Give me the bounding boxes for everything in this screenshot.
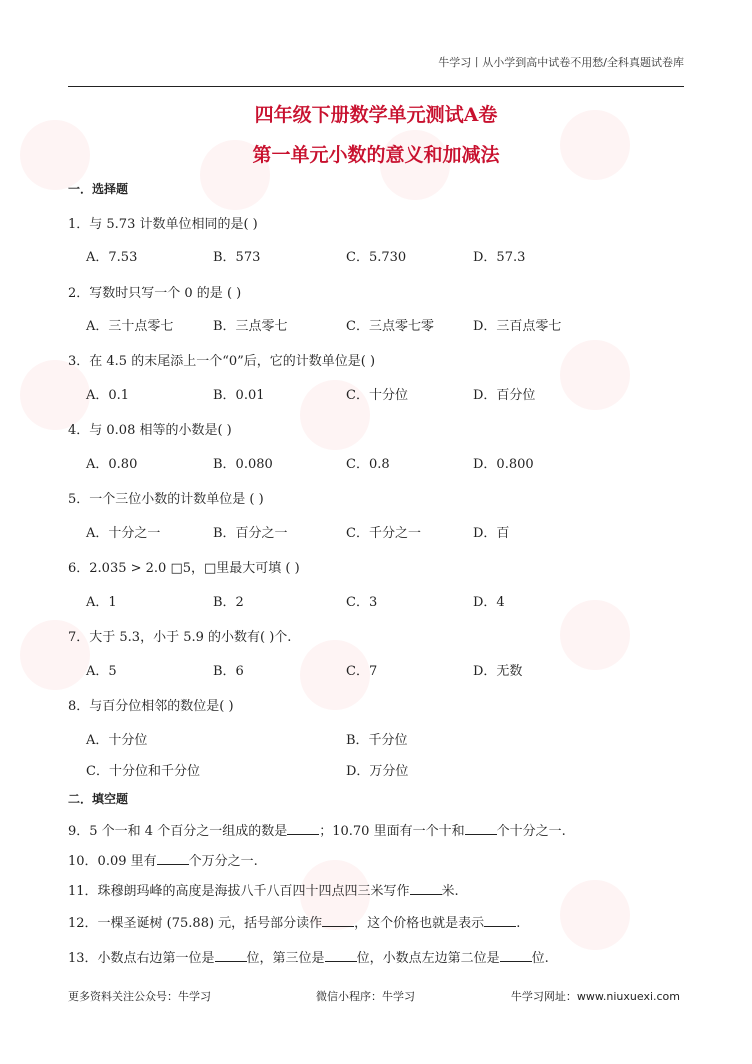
watermark-logo bbox=[560, 880, 630, 950]
option-a: A．十分位 bbox=[86, 733, 148, 748]
answer-blank[interactable] bbox=[410, 882, 442, 895]
answer-blank[interactable] bbox=[500, 949, 532, 962]
fill-question-11: 11．珠穆朗玛峰的高度是海拔八千八百四十四点四三米写作 米. bbox=[68, 884, 459, 899]
option-a: A．1 bbox=[86, 595, 117, 610]
option-d: D．百分位 bbox=[473, 388, 536, 403]
answer-blank[interactable] bbox=[465, 822, 497, 835]
answer-blank[interactable] bbox=[325, 949, 357, 962]
question-8: 8．与百分位相邻的数位是( ) bbox=[68, 699, 234, 714]
option-b: B．三点零七 bbox=[213, 319, 288, 334]
option-a: A．7.53 bbox=[86, 250, 138, 265]
option-b: B．0.080 bbox=[213, 457, 273, 472]
question-4: 4．与 0.08 相等的小数是( ) bbox=[68, 423, 232, 438]
page-subtitle: 第一单元小数的意义和加减法 bbox=[252, 144, 500, 166]
header-divider bbox=[68, 86, 684, 87]
option-d: D．无数 bbox=[473, 664, 523, 679]
option-d: D．57.3 bbox=[473, 250, 526, 265]
option-b: B．千分位 bbox=[346, 733, 408, 748]
option-a: A．5 bbox=[86, 664, 117, 679]
option-c: C．7 bbox=[346, 664, 378, 679]
option-b: B．573 bbox=[213, 250, 261, 265]
option-b: B．2 bbox=[213, 595, 244, 610]
option-d: D．4 bbox=[473, 595, 505, 610]
option-c: C．0.8 bbox=[346, 457, 390, 472]
option-d: D．0.800 bbox=[473, 457, 534, 472]
option-a: A．三十点零七 bbox=[86, 319, 174, 334]
footer-mini-program: 微信小程序：牛学习 bbox=[316, 990, 415, 1003]
header-tagline: 牛学习丨从小学到高中试卷不用愁/全科真题试卷库 bbox=[438, 56, 684, 69]
section-heading-fill: 二．填空题 bbox=[68, 792, 129, 806]
answer-blank[interactable] bbox=[215, 949, 247, 962]
question-3: 3．在 4.5 的末尾添上一个“0”后，它的计数单位是( ) bbox=[68, 354, 376, 369]
option-c: C．5.730 bbox=[346, 250, 407, 265]
footer-website: 牛学习网址：www.niuxuexi.com bbox=[510, 990, 680, 1003]
option-d: D．万分位 bbox=[346, 764, 409, 779]
fill-question-9: 9．5 个一和 4 个百分之一组成的数是 ；10.70 里面有一个十和 个十分之一. bbox=[68, 824, 566, 839]
question-2: 2．写数时只写一个 0 的是 ( ) bbox=[68, 286, 242, 301]
option-b: B．6 bbox=[213, 664, 244, 679]
option-d: D．三百点零七 bbox=[473, 319, 562, 334]
option-c: C．十分位 bbox=[346, 388, 408, 403]
watermark-logo bbox=[560, 600, 630, 670]
fill-question-10: 10．0.09 里有 个万分之一. bbox=[68, 854, 258, 869]
option-c: C．三点零七零 bbox=[346, 319, 434, 334]
section-heading-choice: 一．选择题 bbox=[68, 182, 129, 196]
fill-question-13: 13．小数点右边第一位是 位，第三位是 位，小数点左边第二位是 位. bbox=[68, 951, 549, 966]
page-title: 四年级下册数学单元测试A卷 bbox=[254, 104, 498, 126]
footer-wechat-account: 更多资料关注公众号：牛学习 bbox=[68, 990, 211, 1003]
option-a: A．十分之一 bbox=[86, 526, 161, 541]
option-c: C．十分位和千分位 bbox=[86, 764, 200, 779]
question-6: 6．2.035 > 2.0 □5，□里最大可填 ( ) bbox=[68, 561, 300, 576]
watermark-logo bbox=[560, 340, 630, 410]
option-c: C．千分之一 bbox=[346, 526, 421, 541]
option-a: A．0.80 bbox=[86, 457, 138, 472]
fill-question-12: 12．一棵圣诞树 (75.88) 元，括号部分读作 ，这个价格也就是表示 . bbox=[68, 916, 521, 931]
option-d: D．百 bbox=[473, 526, 510, 541]
answer-blank[interactable] bbox=[287, 822, 319, 835]
answer-blank[interactable] bbox=[157, 852, 189, 865]
option-b: B．百分之一 bbox=[213, 526, 288, 541]
answer-blank[interactable] bbox=[322, 914, 354, 927]
question-7: 7．大于 5.3，小于 5.9 的小数有( )个. bbox=[68, 630, 292, 645]
question-1: 1．与 5.73 计数单位相同的是( ) bbox=[68, 217, 258, 232]
option-c: C．3 bbox=[346, 595, 378, 610]
question-5: 5．一个三位小数的计数单位是 ( ) bbox=[68, 492, 264, 507]
option-b: B．0.01 bbox=[213, 388, 265, 403]
option-a: A．0.1 bbox=[86, 388, 130, 403]
answer-blank[interactable] bbox=[484, 914, 516, 927]
